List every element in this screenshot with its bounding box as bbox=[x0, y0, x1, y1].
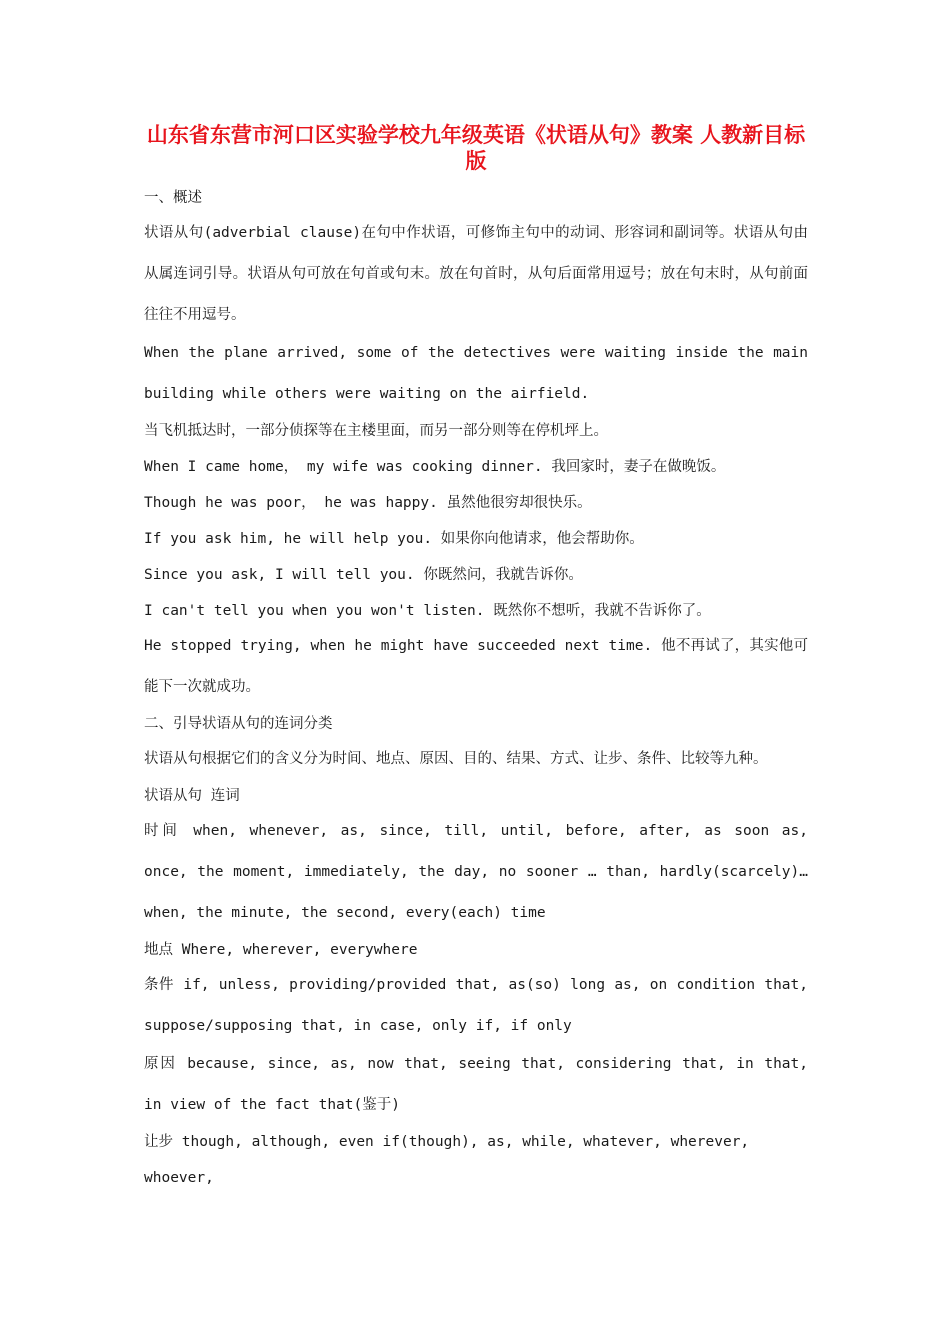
paragraph-classification: 状语从句根据它们的含义分为时间、地点、原因、目的、结果、方式、让步、条件、比较等九种。 bbox=[144, 751, 768, 767]
row-place: 地点 Where, wherever, everywhere bbox=[144, 942, 418, 958]
example-5: Since you ask, I will tell you. 你既然问，我就告诉你。 bbox=[144, 567, 583, 583]
row-time: 时间 when, whenever, as, since, till, until, before, after, as soon as, once, the moment, immediately, the day, no sooner … than, hardly(scarcely)… when, the minute, the second, every(each) time bbox=[144, 823, 808, 921]
document-title: 山东省东营市河口区实验学校九年级英语《状语从句》教案 人教新目标版 bbox=[146, 123, 806, 173]
example-3: Though he was poor， he was happy. 虽然他很穷却很快乐。 bbox=[144, 495, 592, 511]
row-concession: 让步 though, although, even if(though), as, while, whatever, wherever, whoever, bbox=[144, 1134, 750, 1186]
section-heading-overview: 一、概述 bbox=[144, 190, 202, 206]
example-2: When I came home， my wife was cooking dinner. 我回家时，妻子在做晚饭。 bbox=[144, 459, 726, 475]
example-1-english: When the plane arrived, some of the detectives were waiting inside the main building while others were waiting on the airfield. bbox=[144, 345, 808, 402]
paragraph-intro: 状语从句(adverbial clause)在句中作状语，可修饰主句中的动词、形容词和副词等。状语从句由从属连词引导。状语从句可放在句首或句末。放在句首时，从句后面常用逗号；放在句末时，从句前面往往不用逗号。 bbox=[144, 225, 808, 323]
example-7: He stopped trying, when he might have succeeded next time. 他不再试了，其实他可能下一次就成功。 bbox=[144, 638, 808, 695]
row-condition: 条件 if, unless, providing/provided that, as(so) long as, on condition that, suppose/supposing that, in case, only if, if only bbox=[144, 977, 808, 1034]
table-header: 状语从句 连词 bbox=[144, 788, 240, 804]
example-6: I can't tell you when you won't listen. 既然你不想听，我就不告诉你了。 bbox=[144, 603, 711, 619]
example-4: If you ask him, he will help you. 如果你向他请求，他会帮助你。 bbox=[144, 531, 644, 547]
row-reason: 原因 because, since, as, now that, seeing that, considering that, in that, in view of the fact that(鉴于) bbox=[144, 1056, 808, 1113]
section-heading-conjunctions: 二、引导状语从句的连词分类 bbox=[144, 716, 333, 732]
example-1-chinese: 当飞机抵达时，一部分侦探等在主楼里面，而另一部分则等在停机坪上。 bbox=[144, 423, 608, 439]
document-content bbox=[144, 122, 808, 1196]
